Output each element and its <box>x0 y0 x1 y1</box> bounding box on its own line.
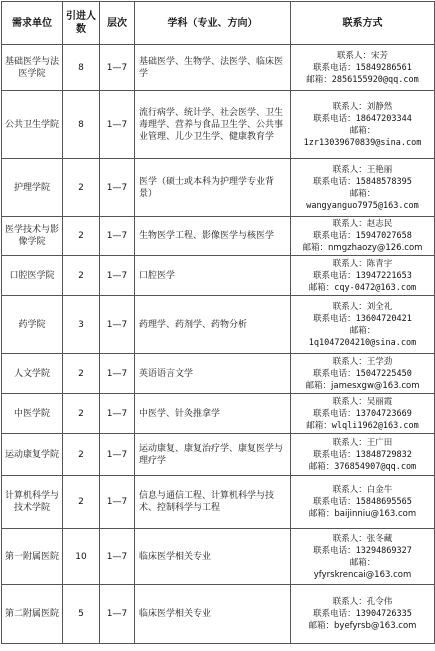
table-row <box>2 91 435 159</box>
cell-unit: 口腔医学院 <box>2 256 63 296</box>
cell-number: 2 <box>63 217 100 256</box>
contact-line: 联系人：白金牛 <box>332 485 393 495</box>
cell-number: 10 <box>63 529 100 585</box>
table-row <box>2 529 435 585</box>
cell-level: 1—7 <box>100 434 135 476</box>
contact-line: 联系人：赵志民 <box>332 219 393 229</box>
cell-level: 1—7 <box>100 159 135 217</box>
table-row <box>2 354 435 394</box>
contact-line: 联系电话：18647203344 <box>313 113 412 124</box>
table-row <box>2 476 435 529</box>
cell-unit: 公共卫生学院 <box>2 91 63 159</box>
contact-line: 1zr13039670839@sina.com <box>303 137 422 148</box>
contact-line: 联系人：宋芳 <box>336 50 388 61</box>
cell-subject: 口腔医学 <box>135 256 291 296</box>
cell-level: 1—7 <box>100 529 135 585</box>
contact-line: 联系电话：13604720421 <box>313 313 412 324</box>
cell-number: 8 <box>63 91 100 159</box>
contact-line: 邮箱： <box>349 188 376 199</box>
cell-level: 1—7 <box>100 354 135 394</box>
cell-contact <box>291 91 435 159</box>
cell-level: 1—7 <box>100 217 135 256</box>
contact-line: 邮箱：jamesxgw@163.com <box>305 380 420 391</box>
table-row <box>2 45 435 91</box>
cell-number: 2 <box>63 476 100 529</box>
table-row <box>2 585 435 644</box>
table-row <box>2 217 435 256</box>
cell-contact <box>291 45 435 91</box>
contact-line: 联系人：陈青宇 <box>332 258 393 269</box>
cell-number: 2 <box>63 354 100 394</box>
cell-level: 1—7 <box>100 45 135 91</box>
header-contact: 联系方式 <box>291 2 435 45</box>
contact-line: 邮箱：baijinniu@163.com <box>308 509 417 519</box>
contact-line: 联系人：刘全礼 <box>332 301 393 312</box>
header-unit: 需求单位 <box>2 2 63 45</box>
contact-line: 邮箱：wlqli1962@163.com <box>306 420 419 431</box>
cell-subject: 医学（硕士或本科为护理学专业背景） <box>135 159 291 217</box>
cell-contact <box>291 585 435 644</box>
cell-number: 5 <box>63 585 100 644</box>
header-number: 引进人数 <box>63 2 100 45</box>
contact-line: 联系人：吴丽霞 <box>332 396 393 407</box>
contact-line: 邮箱： <box>349 125 376 136</box>
contact-line: wangyanguo7975@163.com <box>306 200 419 211</box>
cell-contact <box>291 529 435 585</box>
cell-level: 1—7 <box>100 91 135 159</box>
contact-line: 联系电话：15947027658 <box>313 231 412 241</box>
cell-contact <box>291 159 435 217</box>
cell-unit: 运动康复学院 <box>2 434 63 476</box>
table-row <box>2 394 435 434</box>
contact-line: 联系人：张冬藏 <box>332 533 393 544</box>
cell-contact <box>291 217 435 256</box>
contact-line: 联系人：王学劲 <box>332 356 393 367</box>
cell-subject: 信息与通信工程、计算机科学与技术、控制科学与工程 <box>135 476 291 529</box>
cell-unit: 中医学院 <box>2 394 63 434</box>
cell-unit: 药学院 <box>2 296 63 354</box>
header-subject: 学科（专业、方向） <box>135 2 291 45</box>
contact-line: 联系电话：15848578395 <box>313 176 412 187</box>
table-row <box>2 159 435 217</box>
cell-level: 1—7 <box>100 394 135 434</box>
cell-number: 2 <box>63 394 100 434</box>
contact-line: 邮箱：nmgzhaozy@126.com <box>302 243 423 253</box>
cell-subject: 临床医学相关专业 <box>135 585 291 644</box>
cell-level: 1—7 <box>100 256 135 296</box>
cell-subject: 中医学、针灸推拿学 <box>135 394 291 434</box>
contact-line: 1q1047204210@sina.com <box>308 337 417 348</box>
cell-unit: 第一附属医院 <box>2 529 63 585</box>
cell-unit: 计算机科学与技术学院 <box>2 476 63 529</box>
header-level: 层次 <box>100 2 135 45</box>
cell-subject: 临床医学相关专业 <box>135 529 291 585</box>
contact-line: 联系电话：15047225450 <box>313 368 412 379</box>
cell-contact <box>291 256 435 296</box>
cell-unit: 基础医学与法医学院 <box>2 45 63 91</box>
contact-line: 联系电话：15848695565 <box>313 497 412 507</box>
cell-unit: 人文学院 <box>2 354 63 394</box>
contact-line: 联系人：王艳丽 <box>332 164 393 175</box>
header-row <box>2 2 435 45</box>
cell-subject: 基础医学、生物学、法医学、临床医学 <box>135 45 291 91</box>
cell-number: 2 <box>63 256 100 296</box>
cell-subject: 流行病学、统计学、社会医学、卫生毒理学、营养与食品卫生学、公共事业管理、儿少卫生学、健康教育学 <box>135 91 291 159</box>
cell-number: 2 <box>63 159 100 217</box>
contact-line: 邮箱： <box>349 557 376 568</box>
contact-line: 联系人：刘静然 <box>332 101 393 112</box>
cell-unit: 第二附属医院 <box>2 585 63 644</box>
cell-subject: 英语语言文学 <box>135 354 291 394</box>
contact-line: 联系人：孔令伟 <box>332 597 393 607</box>
cell-level: 1—7 <box>100 585 135 644</box>
cell-level: 1—7 <box>100 296 135 354</box>
contact-line: 邮箱：2856155920@qq.com <box>306 74 419 85</box>
cell-contact <box>291 354 435 394</box>
contact-line: 联系电话：13904726335 <box>313 609 412 619</box>
contact-line: 邮箱：byefyrsb@163.com <box>308 621 417 631</box>
table-row <box>2 296 435 354</box>
table-body <box>2 45 435 644</box>
recruitment-table <box>1 1 435 644</box>
cell-level: 1—7 <box>100 476 135 529</box>
cell-number: 3 <box>63 296 100 354</box>
cell-contact <box>291 434 435 476</box>
contact-line: yfyrskrencai@163.com <box>313 569 412 580</box>
contact-line: 邮箱：376854907@qq.com <box>308 461 417 472</box>
cell-contact <box>291 296 435 354</box>
contact-line: 联系电话：13947221653 <box>313 270 412 281</box>
contact-line: 邮箱：cqy-0472@163.com <box>308 282 417 293</box>
contact-line: 联系电话：13294869327 <box>313 545 412 556</box>
contact-line: 联系电话：13704723669 <box>313 408 412 419</box>
table-row <box>2 434 435 476</box>
contact-line: 联系电话：15849286561 <box>313 62 412 73</box>
cell-number: 8 <box>63 45 100 91</box>
cell-number: 2 <box>63 434 100 476</box>
cell-unit: 医学技术与影像学院 <box>2 217 63 256</box>
cell-contact <box>291 476 435 529</box>
contact-line: 联系电话：13848729832 <box>313 449 412 460</box>
contact-line: 邮箱： <box>349 325 376 336</box>
table-row <box>2 256 435 296</box>
cell-unit: 护理学院 <box>2 159 63 217</box>
contact-line: 联系人：王广田 <box>332 437 393 448</box>
cell-subject: 运动康复、康复治疗学、康复医学与理疗学 <box>135 434 291 476</box>
cell-subject: 药理学、药剂学、药物分析 <box>135 296 291 354</box>
cell-subject: 生物医学工程、影像医学与核医学 <box>135 217 291 256</box>
cell-contact <box>291 394 435 434</box>
